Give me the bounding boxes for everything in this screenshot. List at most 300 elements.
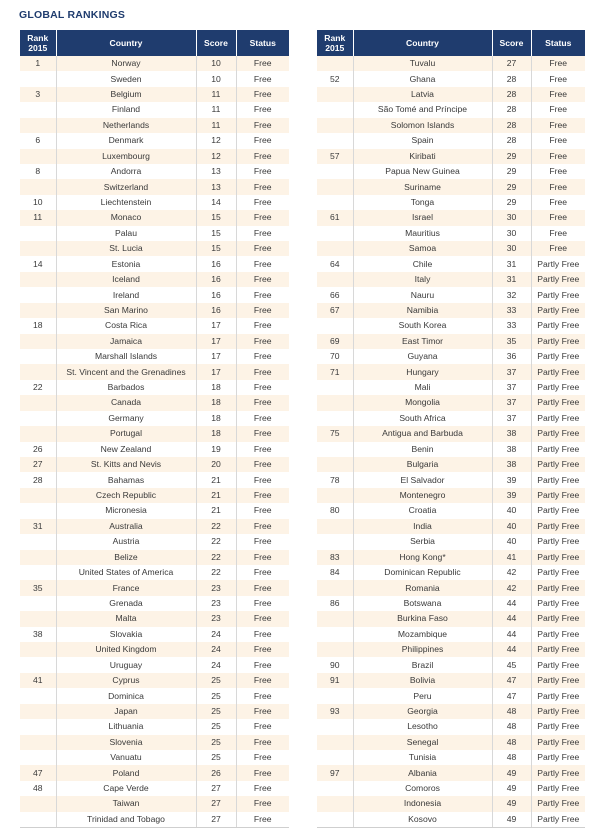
score-cell: 39: [492, 472, 531, 487]
status-cell: Partly Free: [537, 721, 580, 732]
score-cell: 41: [492, 550, 531, 565]
table-row: [20, 318, 289, 333]
score-cell: 27: [492, 56, 531, 71]
table-row: [20, 195, 289, 210]
status-cell: Free: [253, 597, 272, 608]
rank-cell: 70: [317, 349, 353, 364]
score-cell: 48: [492, 735, 531, 750]
score-header: Score: [196, 30, 236, 56]
rank-cell: [20, 596, 56, 611]
country-cell: San Marino: [56, 303, 196, 318]
rank-cell: [317, 226, 353, 241]
table-row: [317, 102, 585, 117]
rank-cell: [317, 411, 353, 426]
table-row: [20, 56, 289, 71]
country-cell: South Korea: [353, 318, 492, 333]
table-row: [317, 71, 585, 86]
status-cell: Free: [253, 459, 272, 470]
rank-cell: [317, 750, 353, 765]
rank-cell: [317, 118, 353, 133]
score-cell: 11: [196, 118, 236, 133]
rank-cell: [20, 503, 56, 518]
rank-cell: [317, 241, 353, 256]
table-row: [317, 303, 585, 318]
table-row: [317, 781, 585, 796]
country-cell: Kiribati: [353, 149, 492, 164]
table-row: [317, 812, 585, 828]
status-cell: Partly Free: [537, 644, 580, 655]
country-cell: Denmark: [56, 133, 196, 148]
table-row: [317, 226, 585, 241]
country-cell: Lithuania: [56, 719, 196, 734]
table-row: [317, 719, 585, 734]
score-cell: 37: [492, 364, 531, 379]
score-cell: 17: [196, 318, 236, 333]
status-cell: Partly Free: [537, 628, 580, 639]
country-cell: Brazil: [353, 657, 492, 672]
table-row: [20, 226, 289, 241]
status-cell: Free: [253, 320, 272, 331]
status-cell: Free: [549, 119, 568, 130]
score-cell: 18: [196, 411, 236, 426]
score-cell: 10: [196, 56, 236, 71]
country-cell: Botswana: [353, 596, 492, 611]
country-cell: Burkina Faso: [353, 611, 492, 626]
country-cell: Romania: [353, 580, 492, 595]
country-cell: Belgium: [56, 87, 196, 102]
country-cell: India: [353, 519, 492, 534]
rank-cell: [317, 488, 353, 503]
score-cell: 35: [492, 334, 531, 349]
rank-cell: 67: [317, 303, 353, 318]
table-row: [20, 550, 289, 565]
table-row: [317, 580, 585, 595]
rank-cell: [20, 719, 56, 734]
score-cell: 28: [492, 118, 531, 133]
country-cell: Senegal: [353, 735, 492, 750]
table-row: [20, 87, 289, 102]
status-cell: Free: [253, 212, 272, 223]
country-cell: Canada: [56, 395, 196, 410]
rank-cell: [20, 226, 56, 241]
table-row: [20, 503, 289, 518]
status-cell: Free: [253, 150, 272, 161]
rank-cell: 80: [317, 503, 353, 518]
score-cell: 49: [492, 765, 531, 780]
rank-cell: 78: [317, 472, 353, 487]
status-cell: Partly Free: [537, 567, 580, 578]
score-cell: 12: [196, 149, 236, 164]
country-cell: Sweden: [56, 71, 196, 86]
status-cell: Free: [253, 428, 272, 439]
score-cell: 22: [196, 519, 236, 534]
status-cell: Free: [253, 274, 272, 285]
rank-header: Rank 2015: [317, 30, 353, 56]
country-cell: Bahamas: [56, 472, 196, 487]
status-cell: Free: [253, 628, 272, 639]
country-cell: Dominica: [56, 688, 196, 703]
rank-cell: 41: [20, 673, 56, 688]
table-row: [20, 534, 289, 549]
status-cell: Partly Free: [537, 320, 580, 331]
status-cell: Partly Free: [537, 474, 580, 485]
table-row: [20, 287, 289, 302]
table-row: [317, 411, 585, 426]
status-cell: Partly Free: [537, 783, 580, 794]
status-cell: Free: [253, 135, 272, 146]
score-cell: 37: [492, 380, 531, 395]
rank-cell: 31: [20, 519, 56, 534]
status-cell: Free: [253, 490, 272, 501]
score-cell: 49: [492, 812, 531, 828]
status-cell: Free: [549, 166, 568, 177]
status-cell: Partly Free: [537, 412, 580, 423]
table-row: [20, 210, 289, 225]
status-cell: Free: [253, 474, 272, 485]
table-row: [317, 56, 585, 71]
status-cell: Free: [549, 73, 568, 84]
table-row: [20, 71, 289, 86]
country-cell: Mauritius: [353, 226, 492, 241]
status-cell: Free: [253, 335, 272, 346]
status-cell: Free: [253, 582, 272, 593]
table-row: [317, 796, 585, 811]
score-cell: 15: [196, 241, 236, 256]
country-cell: Bolivia: [353, 673, 492, 688]
table-row: [317, 195, 585, 210]
score-cell: 24: [196, 657, 236, 672]
score-cell: 38: [492, 426, 531, 441]
score-cell: 19: [196, 442, 236, 457]
table-header-row: [317, 30, 585, 56]
status-cell: Free: [253, 690, 272, 701]
score-cell: 21: [196, 488, 236, 503]
rank-cell: [20, 550, 56, 565]
score-cell: 25: [196, 750, 236, 765]
rank-cell: [317, 457, 353, 472]
score-cell: 13: [196, 164, 236, 179]
country-cell: Benin: [353, 442, 492, 457]
status-cell: Partly Free: [537, 752, 580, 763]
score-cell: 27: [196, 812, 236, 828]
rank-cell: 14: [20, 256, 56, 271]
country-cell: Papua New Guinea: [353, 164, 492, 179]
rank-cell: [20, 334, 56, 349]
rank-cell: [20, 642, 56, 657]
table-row: [20, 611, 289, 626]
score-cell: 28: [492, 133, 531, 148]
score-cell: 12: [196, 133, 236, 148]
score-cell: 48: [492, 704, 531, 719]
status-cell: Free: [549, 227, 568, 238]
score-cell: 29: [492, 149, 531, 164]
rank-cell: 8: [20, 164, 56, 179]
status-cell: Free: [549, 212, 568, 223]
status-cell: Partly Free: [537, 505, 580, 516]
status-cell: Partly Free: [537, 551, 580, 562]
country-cell: Israel: [353, 210, 492, 225]
rank-cell: [20, 534, 56, 549]
table-row: [317, 735, 585, 750]
rank-cell: 83: [317, 550, 353, 565]
country-cell: Uruguay: [56, 657, 196, 672]
status-cell: Free: [253, 705, 272, 716]
status-cell: Free: [549, 58, 568, 69]
table-row: [20, 118, 289, 133]
score-cell: 37: [492, 395, 531, 410]
score-cell: 15: [196, 210, 236, 225]
score-cell: 33: [492, 303, 531, 318]
country-cell: El Salvador: [353, 472, 492, 487]
score-cell: 23: [196, 611, 236, 626]
rank-cell: 69: [317, 334, 353, 349]
country-cell: Indonesia: [353, 796, 492, 811]
country-cell: Tunisia: [353, 750, 492, 765]
rank-cell: 28: [20, 472, 56, 487]
score-cell: 36: [492, 349, 531, 364]
rank-cell: 22: [20, 380, 56, 395]
status-cell: Free: [253, 181, 272, 192]
score-cell: 42: [492, 565, 531, 580]
rank-cell: 52: [317, 71, 353, 86]
table-row: [20, 472, 289, 487]
status-cell: Partly Free: [537, 351, 580, 362]
country-cell: Hungary: [353, 364, 492, 379]
table-row: [317, 627, 585, 642]
score-cell: 42: [492, 580, 531, 595]
status-cell: Partly Free: [537, 597, 580, 608]
rank-cell: [317, 56, 353, 71]
table-row: [20, 334, 289, 349]
table-row: [20, 426, 289, 441]
table-row: [20, 796, 289, 811]
status-cell: Free: [253, 58, 272, 69]
score-cell: 25: [196, 704, 236, 719]
country-cell: Poland: [56, 765, 196, 780]
country-cell: France: [56, 580, 196, 595]
country-cell: Slovenia: [56, 735, 196, 750]
rank-cell: [317, 642, 353, 657]
rank-cell: [20, 812, 56, 828]
rank-cell: [317, 195, 353, 210]
status-cell: Partly Free: [537, 443, 580, 454]
table-row: [20, 657, 289, 672]
score-cell: 33: [492, 318, 531, 333]
rank-cell: [20, 426, 56, 441]
score-cell: 25: [196, 719, 236, 734]
country-cell: Portugal: [56, 426, 196, 441]
score-cell: 44: [492, 611, 531, 626]
status-header: Status: [236, 30, 289, 56]
country-cell: Mali: [353, 380, 492, 395]
country-cell: Latvia: [353, 87, 492, 102]
table-row: [20, 627, 289, 642]
rank-cell: 10: [20, 195, 56, 210]
table-row: [317, 565, 585, 580]
country-cell: Iceland: [56, 272, 196, 287]
table-row: [317, 272, 585, 287]
status-cell: Free: [253, 412, 272, 423]
country-cell: St. Lucia: [56, 241, 196, 256]
rank-cell: 64: [317, 256, 353, 271]
score-cell: 29: [492, 164, 531, 179]
rank-cell: [317, 395, 353, 410]
table-row: [317, 241, 585, 256]
country-cell: Marshall Islands: [56, 349, 196, 364]
country-cell: Jamaica: [56, 334, 196, 349]
table-row: [317, 472, 585, 487]
status-cell: Partly Free: [537, 520, 580, 531]
rank-cell: [317, 102, 353, 117]
table-row: [317, 334, 585, 349]
country-cell: Guyana: [353, 349, 492, 364]
rank-cell: 3: [20, 87, 56, 102]
score-cell: 20: [196, 457, 236, 472]
score-cell: 23: [196, 596, 236, 611]
rank-cell: [317, 272, 353, 287]
rank-cell: 66: [317, 287, 353, 302]
score-cell: 24: [196, 627, 236, 642]
score-cell: 18: [196, 395, 236, 410]
country-cell: Antigua and Barbuda: [353, 426, 492, 441]
table-row: [20, 488, 289, 503]
country-cell: East Timor: [353, 334, 492, 349]
status-cell: Free: [253, 798, 272, 809]
rank-cell: 26: [20, 442, 56, 457]
table-row: [317, 179, 585, 194]
score-cell: 48: [492, 719, 531, 734]
country-cell: Serbia: [353, 534, 492, 549]
score-cell: 16: [196, 287, 236, 302]
table-row: [20, 642, 289, 657]
status-header: Status: [531, 30, 585, 56]
country-cell: Spain: [353, 133, 492, 148]
rank-cell: [20, 241, 56, 256]
table-row: [20, 765, 289, 780]
score-cell: 25: [196, 688, 236, 703]
score-cell: 40: [492, 519, 531, 534]
score-cell: 28: [492, 87, 531, 102]
country-cell: Solomon Islands: [353, 118, 492, 133]
rank-cell: [20, 349, 56, 364]
score-cell: 17: [196, 334, 236, 349]
status-cell: Partly Free: [537, 675, 580, 686]
rank-cell: [20, 395, 56, 410]
score-cell: 27: [196, 796, 236, 811]
score-cell: 48: [492, 750, 531, 765]
status-cell: Free: [253, 736, 272, 747]
table-row: [317, 534, 585, 549]
status-cell: Free: [253, 397, 272, 408]
country-cell: Switzerland: [56, 179, 196, 194]
rank-cell: [317, 133, 353, 148]
rank-cell: 93: [317, 704, 353, 719]
rank-cell: [317, 735, 353, 750]
score-cell: 27: [196, 781, 236, 796]
status-cell: Free: [253, 767, 272, 778]
country-cell: Tonga: [353, 195, 492, 210]
rank-cell: 18: [20, 318, 56, 333]
status-cell: Free: [253, 505, 272, 516]
table-row: [317, 256, 585, 271]
rank-cell: [20, 704, 56, 719]
country-cell: Mongolia: [353, 395, 492, 410]
table-row: [20, 133, 289, 148]
table-row: [20, 303, 289, 318]
rank-cell: [20, 272, 56, 287]
status-cell: Free: [549, 243, 568, 254]
country-cell: Finland: [56, 102, 196, 117]
status-cell: Partly Free: [537, 659, 580, 670]
country-cell: Georgia: [353, 704, 492, 719]
rank-cell: [317, 519, 353, 534]
status-cell: Partly Free: [537, 705, 580, 716]
score-cell: 31: [492, 272, 531, 287]
country-cell: St. Vincent and the Grenadines: [56, 364, 196, 379]
status-cell: Free: [253, 197, 272, 207]
country-cell: Bulgaria: [353, 457, 492, 472]
score-cell: 17: [196, 364, 236, 379]
country-cell: Nauru: [353, 287, 492, 302]
score-cell: 21: [196, 503, 236, 518]
country-cell: Albania: [353, 765, 492, 780]
score-cell: 16: [196, 256, 236, 271]
country-cell: Barbados: [56, 380, 196, 395]
page-title: GLOBAL RANKINGS: [19, 9, 126, 21]
score-cell: 49: [492, 781, 531, 796]
rank-cell: [20, 688, 56, 703]
score-cell: 28: [492, 102, 531, 117]
score-cell: 24: [196, 642, 236, 657]
table-row: [20, 349, 289, 364]
table-row: [20, 442, 289, 457]
country-cell: Liechtenstein: [56, 195, 196, 210]
score-cell: 21: [196, 472, 236, 487]
country-cell: Japan: [56, 704, 196, 719]
status-cell: Free: [253, 104, 272, 115]
rank-cell: 6: [20, 133, 56, 148]
country-cell: Czech Republic: [56, 488, 196, 503]
score-cell: 49: [492, 796, 531, 811]
country-cell: Mozambique: [353, 627, 492, 642]
table-row: [317, 550, 585, 565]
table-row: [317, 750, 585, 765]
status-cell: Partly Free: [537, 536, 580, 547]
country-cell: New Zealand: [56, 442, 196, 457]
status-cell: Free: [549, 89, 568, 100]
table-row: [317, 118, 585, 133]
score-cell: 18: [196, 380, 236, 395]
table-row: [317, 642, 585, 657]
status-cell: Free: [253, 443, 272, 454]
rank-cell: [317, 796, 353, 811]
table-row: [317, 426, 585, 441]
score-cell: 44: [492, 642, 531, 657]
rank-cell: [20, 149, 56, 164]
score-cell: 30: [492, 210, 531, 225]
table-row: [317, 704, 585, 719]
table-row: [317, 596, 585, 611]
status-cell: Partly Free: [537, 304, 580, 315]
score-cell: 22: [196, 550, 236, 565]
status-cell: Free: [253, 721, 272, 732]
table-row: [20, 364, 289, 379]
score-cell: 40: [492, 534, 531, 549]
table-row: [317, 164, 585, 179]
rank-cell: [20, 750, 56, 765]
score-cell: 11: [196, 102, 236, 117]
status-cell: Partly Free: [537, 690, 580, 701]
